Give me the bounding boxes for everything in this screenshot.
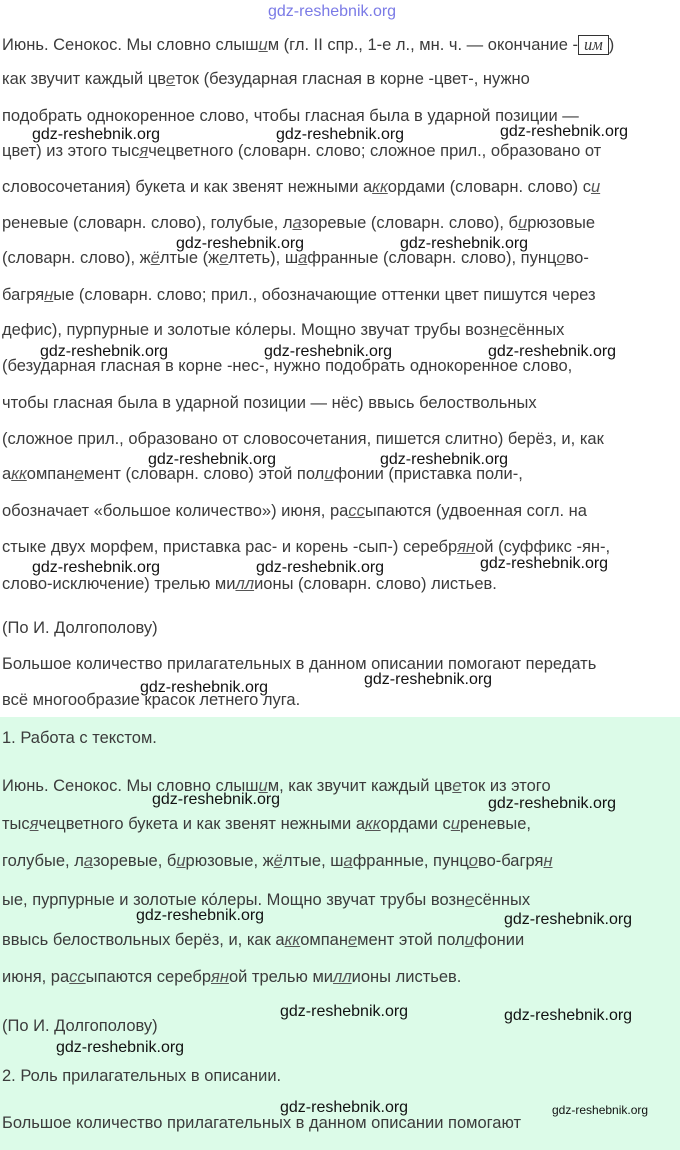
watermark-text: gdz-reshebnik.org [136, 907, 265, 924]
ending-box: им [578, 35, 609, 55]
text-segment: чтобы гласная была в ударной позиции — нёс) ввысь белоствольных [2, 394, 537, 412]
text-segment: м (гл. II спр., 1-е л., мн. ч. — окончание - [267, 36, 578, 54]
highlighted-letter: и [518, 214, 528, 232]
text-line [2, 35, 614, 55]
watermark-text: gdz-reshebnik.org [176, 235, 305, 252]
text-segment: (безударная гласная в корне -нес-, нужно подобрать однокоренное слово, [2, 357, 573, 375]
text-segment: ток из этого [461, 777, 551, 795]
highlighted-letter: ё [273, 852, 283, 870]
watermark-text: gdz-reshebnik.org [32, 126, 161, 143]
text-segment: 1. Работа с текстом. [2, 729, 157, 747]
text-line [2, 1113, 521, 1133]
text-segment: мент (словарн. слово) этой пол [83, 465, 325, 483]
text-segment: омпан [300, 931, 348, 949]
watermark-text: gdz-reshebnik.org [504, 1007, 633, 1024]
text-line [2, 501, 587, 521]
highlighted-letter: я [29, 815, 39, 833]
text-segment: франные, пунц [352, 852, 469, 870]
text-segment: дефис), пурпурные и золотые ко́леры. Мощно звучат трубы возн [2, 321, 500, 339]
highlighted-letter: и [324, 465, 334, 483]
highlighted-letter: кк [11, 465, 27, 483]
watermark-text: gdz-reshebnik.org [488, 795, 617, 812]
text-segment: ыпаются серебр [85, 968, 212, 986]
highlighted-letter: кк [284, 931, 301, 949]
text-line [2, 106, 579, 126]
text-segment: (словарн. слово), ж [2, 249, 151, 267]
highlighted-letter: лл [235, 575, 255, 593]
text-line [2, 320, 564, 340]
watermark-text: gdz-reshebnik.org [32, 559, 161, 576]
text-segment: а [2, 465, 12, 483]
watermark-text: gdz-reshebnik.org [552, 1103, 649, 1117]
text-segment: во- [565, 249, 589, 267]
text-segment: фонии (приставка поли-, [333, 465, 523, 483]
highlighted-letter: е [74, 465, 84, 483]
text-segment: ввысь белоствольных берёз, и, как а [2, 931, 285, 949]
text-line [2, 429, 604, 449]
highlighted-letter: а [292, 214, 302, 232]
highlighted-letter: и [258, 777, 268, 795]
text-segment: м, как звучит каждый цв [267, 777, 453, 795]
text-segment: ой трелью ми [228, 968, 334, 986]
watermark-text: gdz-reshebnik.org [56, 1039, 185, 1056]
text-segment: ыпаются (удвоенная согл. на [364, 502, 587, 520]
text-segment: лтые, ш [282, 852, 344, 870]
text-segment: зоревые (словарн. слово), б [301, 214, 518, 232]
text-segment: реневые (словарн. слово), голубые, л [2, 214, 293, 232]
highlighted-letter: я [139, 142, 149, 160]
text-segment: Большое количество прилагательных в данном описании помогают [2, 1114, 522, 1132]
text-line [2, 930, 524, 950]
watermark-text: gdz-reshebnik.org [148, 451, 277, 468]
highlighted-letter: н [543, 852, 553, 870]
text-segment: июня, ра [2, 968, 70, 986]
text-segment: 2. Роль прилагательных в описании. [2, 1067, 282, 1085]
text-segment: цвет) из этого тыс [2, 142, 140, 160]
highlighted-letter: ян [211, 968, 229, 986]
text-segment: реневые, [459, 815, 532, 833]
text-segment: рюзовые, ж [185, 852, 274, 870]
watermark-text: gdz-reshebnik.org [40, 343, 169, 360]
watermark-text: gdz-reshebnik.org [152, 791, 281, 808]
text-segment: стыке двух морфем, приставка рас- и корень -сып-) серебр [2, 538, 458, 556]
highlighted-letter: а [343, 852, 353, 870]
text-segment: ионы листьев. [351, 968, 462, 986]
text-segment: фонии [473, 931, 525, 949]
highlighted-letter: и [464, 931, 474, 949]
text-segment: ионы (словарн. слово) листьев. [254, 575, 497, 593]
text-segment: Июнь. Сенокос. Мы словно слыш [2, 36, 259, 54]
watermark-text: gdz-reshebnik.org [268, 3, 397, 20]
highlighted-letter: и [450, 815, 460, 833]
text-segment: багря [2, 286, 45, 304]
text-segment: ые, пурпурные и золотые ко́леры. Мощно звучат трубы возн [2, 891, 466, 909]
highlighted-letter: н [44, 286, 54, 304]
text-segment: ордами с [380, 815, 451, 833]
text-segment: ) [608, 36, 615, 54]
text-segment: мент этой пол [357, 931, 465, 949]
text-segment: ой (суффикс -ян-, [475, 538, 611, 556]
text-line [2, 1066, 281, 1086]
text-segment: франные (словарн. слово), пунц [307, 249, 557, 267]
highlighted-letter: и [590, 178, 601, 196]
text-segment: во-багря [477, 852, 544, 870]
watermark-text: gdz-reshebnik.org [488, 343, 617, 360]
text-line [2, 141, 601, 161]
text-segment: (сложное прил., образовано от словосочетания, пишется слитно) берёз, и, как [2, 430, 604, 448]
highlighted-letter: сс [348, 502, 365, 520]
text-line [2, 728, 157, 748]
highlighted-letter: сс [69, 968, 86, 986]
text-segment: обозначает «большое количество») июня, ра [2, 502, 349, 520]
text-line [2, 285, 596, 305]
highlighted-letter: е [166, 70, 176, 88]
text-line [2, 814, 531, 834]
text-segment: Большое количество прилагательных в данном описании помогают передать [2, 655, 597, 673]
highlighted-letter: и [176, 852, 186, 870]
watermark-text: gdz-reshebnik.org [280, 1099, 409, 1116]
watermark-text: gdz-reshebnik.org [380, 451, 509, 468]
text-segment: чецветного (словарн. слово; сложное прил., образовано от [148, 142, 602, 160]
text-line [2, 574, 497, 594]
highlighted-letter: ян [457, 538, 476, 556]
text-segment: подобрать однокоренное слово, чтобы гласная была в ударной позиции — [2, 107, 579, 125]
watermark-text: gdz-reshebnik.org [500, 123, 629, 140]
text-segment: сённых [474, 891, 531, 909]
highlighted-letter: а [83, 852, 94, 870]
highlighted-letter: е [219, 249, 229, 267]
text-segment: как звучит каждый цв [2, 70, 167, 88]
highlighted-letter: а [298, 249, 308, 267]
watermark-text: gdz-reshebnik.org [400, 235, 529, 252]
text-segment: (По И. Долгополову) [2, 619, 158, 637]
text-line [2, 177, 600, 197]
text-line [2, 851, 553, 871]
text-segment: ордами (словарн. слово) с [387, 178, 591, 196]
text-line [2, 213, 595, 233]
highlighted-letter: о [556, 249, 566, 267]
text-segment: лтые (ж [159, 249, 220, 267]
text-segment: сённых [508, 321, 565, 339]
text-line [2, 967, 461, 987]
watermark-text: gdz-reshebnik.org [256, 559, 385, 576]
highlighted-letter: кк [372, 178, 388, 196]
highlighted-letter: е [452, 777, 462, 795]
highlighted-letter: и [258, 36, 268, 54]
highlighted-letter: е [465, 891, 475, 909]
highlighted-letter: кк [365, 815, 381, 833]
text-line [2, 618, 158, 638]
text-segment: ые (словарн. слово; прил., обозначающие оттенки цвет пишутся через [53, 286, 596, 304]
text-segment: зоревые, б [93, 852, 177, 870]
text-segment: слово-исключение) трелью ми [2, 575, 236, 593]
watermark-text: gdz-reshebnik.org [504, 911, 633, 928]
watermark-text: gdz-reshebnik.org [480, 555, 609, 572]
text-segment: лтеть), ш [228, 249, 299, 267]
text-line [2, 393, 537, 413]
text-line [2, 1016, 158, 1036]
text-segment: Июнь. Сенокос. Мы словно слыш [2, 777, 259, 795]
text-segment: всё многообразие красок летнего луга. [2, 691, 301, 709]
highlighted-letter: о [468, 852, 478, 870]
text-segment: тыс [2, 815, 30, 833]
highlighted-letter: лл [333, 968, 352, 986]
text-line [2, 69, 530, 89]
text-segment: ток (безударная гласная в корне -цвет-, нужно [175, 70, 530, 88]
watermark-text: gdz-reshebnik.org [280, 1003, 409, 1020]
text-line [2, 537, 610, 557]
watermark-text: gdz-reshebnik.org [364, 671, 493, 688]
text-segment: словосочетания) букета и как звенят нежными а [2, 178, 373, 196]
watermark-text: gdz-reshebnik.org [276, 126, 405, 143]
text-segment: рюзовые [527, 214, 596, 232]
text-segment: голубые, л [2, 852, 84, 870]
text-segment: омпан [26, 465, 75, 483]
text-segment: чецветного букета и как звенят нежными а [38, 815, 366, 833]
text-line [2, 890, 530, 910]
highlighted-letter: е [499, 321, 509, 339]
text-line [2, 654, 596, 674]
watermark-text: gdz-reshebnik.org [140, 679, 269, 696]
highlighted-letter: е [347, 931, 358, 949]
text-segment: (По И. Долгополову) [2, 1017, 158, 1035]
watermark-text: gdz-reshebnik.org [264, 343, 393, 360]
highlighted-letter: ё [150, 249, 160, 267]
